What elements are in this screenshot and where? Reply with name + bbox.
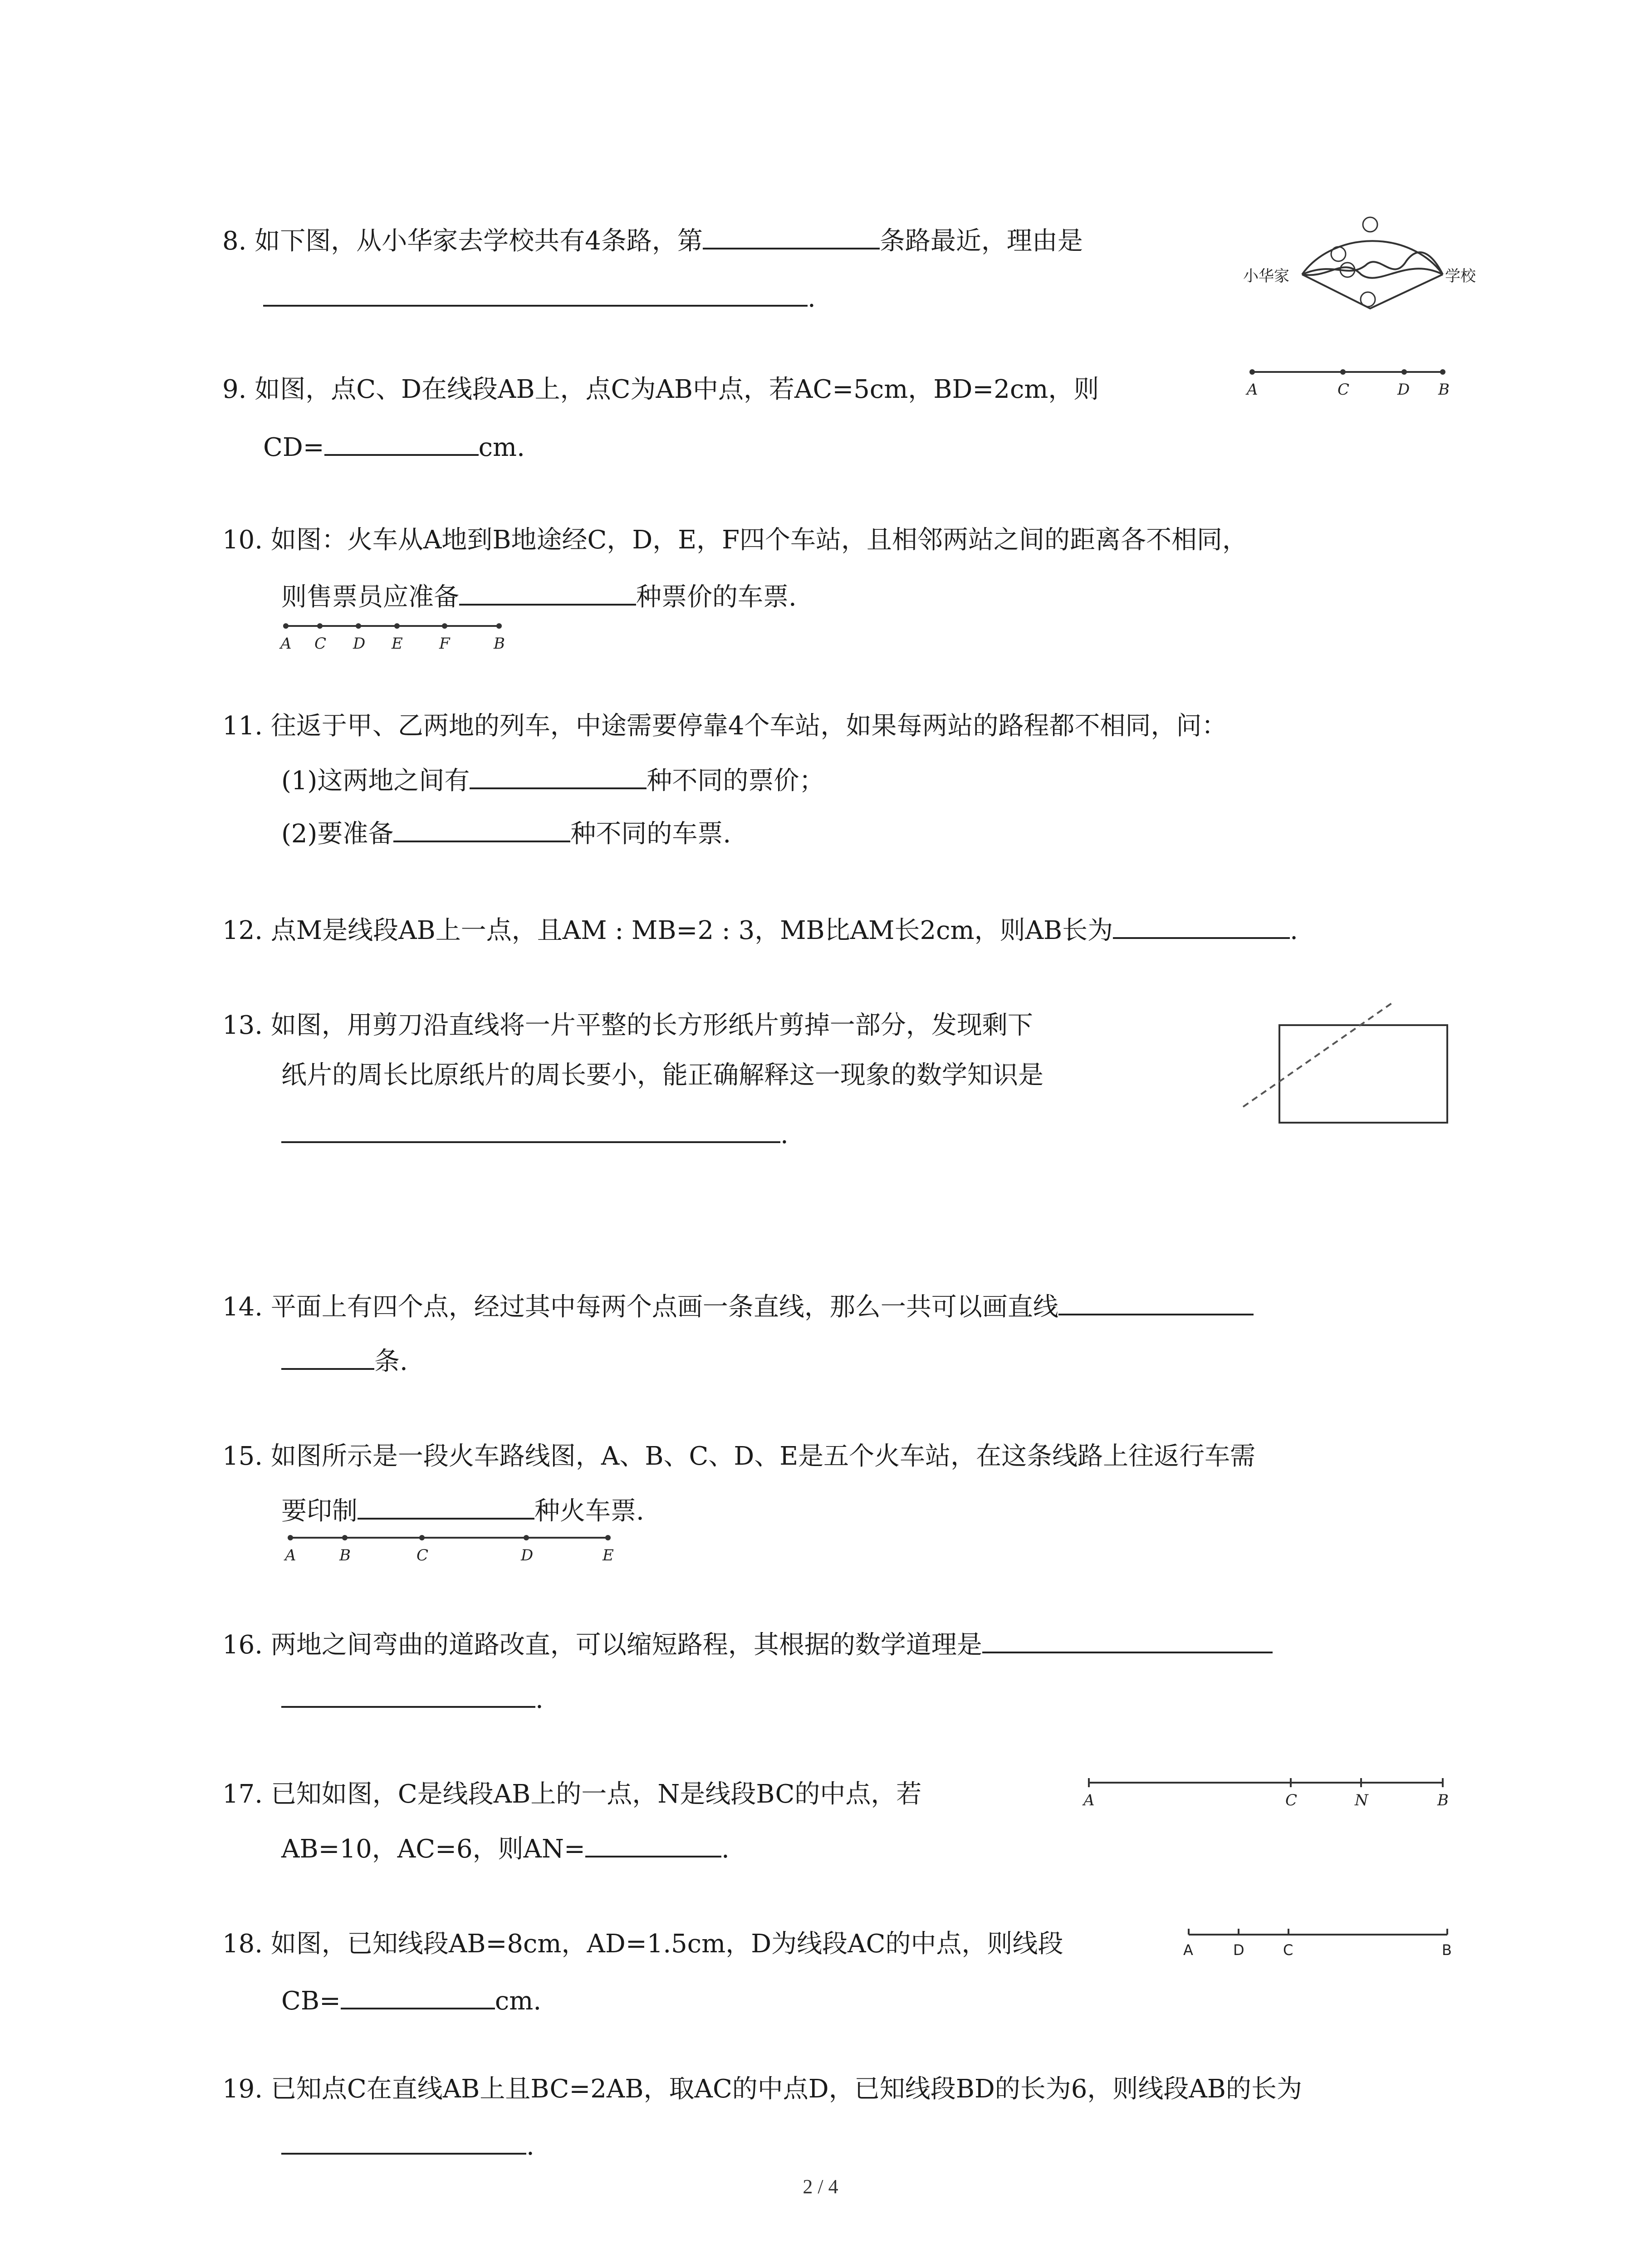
svg-text:C: C <box>1337 381 1350 399</box>
svg-text:A: A <box>1183 1941 1193 1959</box>
svg-text:C: C <box>314 635 327 653</box>
q10-route-figure <box>277 617 513 658</box>
svg-text:B: B <box>1438 381 1450 399</box>
answer-blank-continued <box>281 1343 374 1370</box>
answer-blank[interactable] <box>393 815 570 842</box>
svg-text:A: A <box>1083 1791 1095 1809</box>
answer-blank[interactable] <box>1058 1288 1254 1315</box>
q8-route-figure <box>1243 206 1476 324</box>
svg-text:B: B <box>494 635 505 653</box>
question-17-line-2: AB=10，AC=6，则AN= . <box>281 1830 730 1866</box>
svg-text:C: C <box>1283 1941 1293 1959</box>
question-12: 12. 点M是线段AB上一点，且AM : MB=2 : 3，MB比AM长2cm，则AB长为 . <box>222 912 1298 947</box>
question-19-line-1: 19. 已知点C在直线AB上且BC=2AB，取AC的中点D，已知线段BD的长为6，则线段AB的长为 <box>222 2074 1302 2104</box>
q18-segment-figure <box>1175 1923 1465 1964</box>
question-9-line-1: 9. 如图，点C、D在线段AB上，点C为AB中点，若AC=5cm，BD=2cm，则 <box>222 375 1099 404</box>
answer-blank[interactable] <box>1113 912 1290 939</box>
svg-text:C: C <box>416 1546 429 1564</box>
question-17-line-1: 17. 已知如图，C是线段AB上的一点，N是线段BC的中点，若 <box>222 1779 922 1809</box>
question-number: 12. <box>222 916 263 945</box>
question-number: 10. <box>222 525 263 555</box>
question-11-part-1: (1)这两地之间有 种不同的票价； <box>281 762 824 797</box>
question-19-line-2: . <box>281 2127 534 2163</box>
question-14-line-2: 条. <box>281 1343 408 1378</box>
answer-blank[interactable] <box>703 222 880 249</box>
svg-text:A: A <box>1247 381 1258 399</box>
svg-text:E: E <box>603 1546 614 1564</box>
svg-text:E: E <box>392 635 403 653</box>
page-number: 2 / 4 <box>803 2175 838 2198</box>
answer-blank[interactable] <box>982 1626 1273 1653</box>
answer-blank[interactable] <box>324 429 479 456</box>
answer-blank[interactable] <box>263 279 808 307</box>
question-11-part-2: (2)要准备 种不同的车票. <box>281 815 731 850</box>
svg-text:D: D <box>353 635 366 653</box>
question-8-line-2: . <box>263 279 816 315</box>
question-15-line-2: 要印制 种火车票. <box>281 1492 644 1528</box>
svg-text:B: B <box>1442 1941 1452 1959</box>
svg-text:B: B <box>1437 1791 1449 1809</box>
answer-blank[interactable] <box>585 1830 721 1857</box>
svg-text:C: C <box>1285 1791 1298 1809</box>
question-number: 19. <box>222 2074 263 2104</box>
question-15-line-1: 15. 如图所示是一段火车路线图，A、B、C、D、E是五个火车站，在这条线路上往返行车需 <box>222 1442 1256 1471</box>
svg-text:F: F <box>439 635 450 653</box>
answer-blank-continued <box>281 1681 535 1708</box>
question-13-line-2: 纸片的周长比原纸片的周长要小，能正确解释这一现象的数学知识是 <box>281 1061 1043 1090</box>
q17-segment-figure <box>1080 1771 1452 1812</box>
svg-text:N: N <box>1355 1791 1368 1809</box>
question-number: 14. <box>222 1292 263 1322</box>
school-label: 学校 <box>1445 267 1476 285</box>
question-number: 9. <box>222 375 247 404</box>
question-13-line-3: . <box>281 1116 789 1151</box>
answer-blank[interactable] <box>281 1116 780 1143</box>
svg-text:A: A <box>280 635 292 653</box>
q15-railway-figure <box>281 1529 617 1569</box>
question-10-line-1: 10. 如图：火车从A地到B地途经C，D，E，F四个车站，且相邻两站之间的距离各不相同， <box>222 525 1248 555</box>
answer-blank[interactable] <box>459 578 636 606</box>
home-label: 小华家 <box>1243 267 1289 285</box>
svg-text:D: D <box>1397 381 1410 399</box>
svg-text:D: D <box>1233 1941 1244 1959</box>
question-13-line-1: 13. 如图，用剪刀沿直线将一片平整的长方形纸片剪掉一部分，发现剩下 <box>222 1011 1033 1040</box>
svg-text:A: A <box>285 1546 296 1564</box>
question-number: 8. <box>222 226 247 256</box>
question-number: 18. <box>222 1929 263 1959</box>
question-14-line-1: 14. 平面上有四个点，经过其中每两个点画一条直线，那么一共可以画直线 <box>222 1288 1254 1324</box>
answer-blank[interactable] <box>341 1982 495 2009</box>
question-number: 16. <box>222 1630 263 1660</box>
answer-blank[interactable] <box>358 1492 534 1520</box>
svg-text:D: D <box>521 1546 534 1564</box>
question-8-line-1: 8. 如下图，从小华家去学校共有4条路，第 条路最近，理由是 <box>222 222 1083 258</box>
question-number: 17. <box>222 1779 263 1809</box>
question-18-line-1: 18. 如图，已知线段AB=8cm，AD=1.5cm，D为线段AC的中点，则线段 <box>222 1929 1063 1959</box>
question-10-line-2: 则售票员应准备 种票价的车票. <box>281 578 797 614</box>
question-11-line-1: 11. 往返于甲、乙两地的列车，中途需要停靠4个车站，如果每两站的路程都不相同，问： <box>222 711 1227 741</box>
question-16-line-2: . <box>281 1681 544 1716</box>
answer-blank[interactable] <box>470 762 647 789</box>
question-number: 15. <box>222 1442 263 1471</box>
q9-segment-figure <box>1243 363 1452 399</box>
question-18-line-2: CB= cm. <box>281 1982 541 2018</box>
question-number: 11. <box>222 711 263 741</box>
question-9-line-2: CD= cm. <box>263 429 525 464</box>
q13-cut-paper-figure <box>1234 998 1452 1129</box>
answer-blank[interactable] <box>281 2127 526 2155</box>
question-16-line-1: 16. 两地之间弯曲的道路改直，可以缩短路程，其根据的数学道理是 <box>222 1626 1273 1662</box>
question-number: 13. <box>222 1011 263 1040</box>
svg-text:B: B <box>339 1546 351 1564</box>
